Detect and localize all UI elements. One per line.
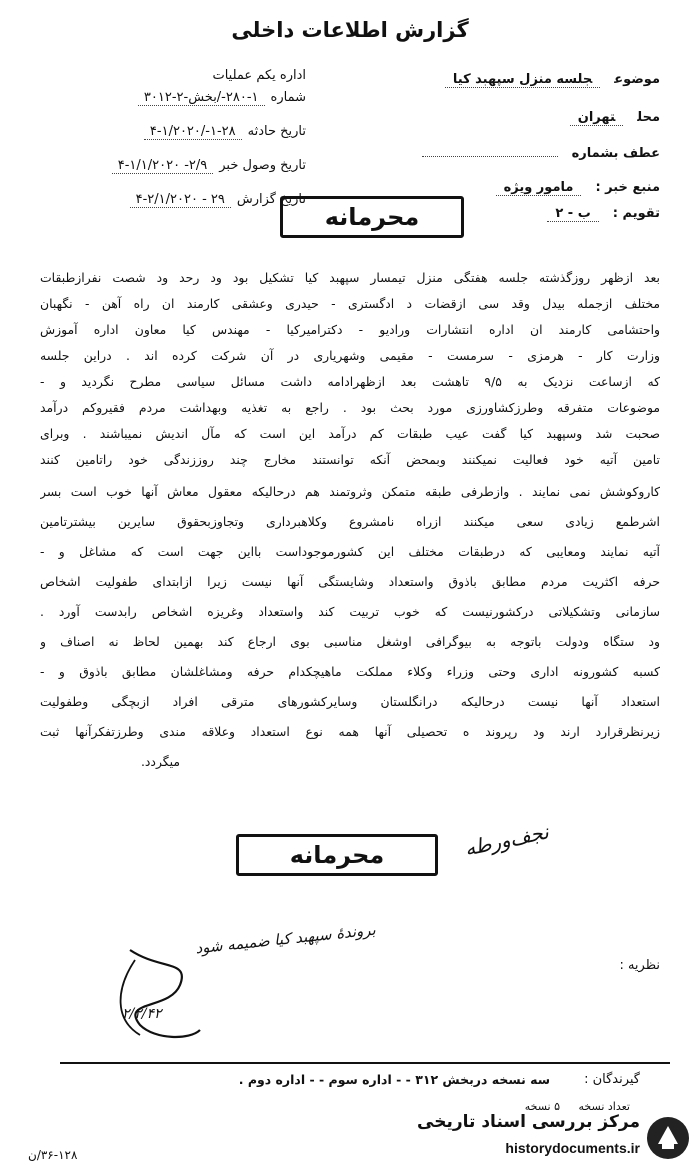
archive-logo-url: historydocuments.ir <box>505 1140 640 1156</box>
body-line: کاروکوشش نمی نمایند . وازطرفی طبقه متمکن وثروتمند هم درحالیکه معقول معاش آنها خوب است بسر <box>40 484 660 499</box>
confidential-stamp-bottom: محرمانه <box>236 834 438 876</box>
body-line: استعداد آنها نیست درحالیکه درانگلستان وسایرکشورهای مترقی افراد ازبچگی وطفولیت <box>40 694 660 709</box>
body-line: مختلف ازجمله بیدل وقد سی ازقضات د ادگستری - حیدری وعشقی کارمند ان راه آهن - نگهبان <box>40 296 660 311</box>
dept-label: اداره یکم عملیات <box>212 68 306 83</box>
body-line: که ازساعت نزدیک به ۹/۵ تاهشت بعد ازظهرادامه داشت مسائل سیاسی مطرح نگردید و - <box>40 374 660 389</box>
copies-value: ۵ نسخه <box>524 1100 560 1113</box>
archive-logo-icon <box>644 1114 692 1162</box>
body-line: بعد ازظهر روزگذشته جلسه هفتگی منزل تیمسار سپهبد کیا تشکیل بود ود رحد ود شصت نفرازطبقات <box>40 270 660 285</box>
body-line: ود ستگاه ودولت باتوجه به بیوگرافی اوشغل مناسبی بوی ارجاع کند بهمین لحاظ نه اصناف و <box>40 634 660 649</box>
reference-field: عطف بشماره <box>422 146 660 161</box>
signature: نجف‌ورطه <box>462 819 551 861</box>
body-line: اشرطمع زیادی سعی میکنند ازراه نامشروع وکلاهبرداری وتجاوزبحقوق سایرین بیشترتامین <box>40 514 660 529</box>
opinion-label: نظریه : <box>619 958 660 973</box>
body-line: آتیه نمایند ومعایبی که درطبقات مختلف این کشورموجوداست بااین جهت است که مشاغل و - <box>40 544 660 559</box>
subject-field: موضوعجلسه منزل سپهبد کیا <box>445 72 660 87</box>
body-line: زیرنظرقرارد ارند ود رپروند ه تحصیلی آنها همه نوع استعداد وعلاقه مندی وطرزتفکرآنها ثبت <box>40 724 660 739</box>
body-line: کسبه کشورونه اداری وحتی وزراء وکلاء مملکت ماهیچکدام حرفه ومشاغلشان مطابق باذوق و - <box>40 664 660 679</box>
report-date-field: تاریخ گزارش۲۹ - ۲/۱/۲۰۲۰-۴ <box>46 192 306 207</box>
copies-label: تعداد نسخه <box>578 1100 630 1113</box>
handwritten-scribble <box>100 940 210 1050</box>
body-line: موضوعات متفرقه وطرزکشاورزی مورد بحث بود . راجع به تغذیه وبهداشت مردم فقیروکم درآمد <box>40 400 660 415</box>
document-title: گزارش اطلاعات داخلی <box>231 18 469 42</box>
handwritten-note: بروندهٔ سپهبد کیا ضمیمه شود <box>194 920 377 958</box>
body-line-last: میگردد. <box>140 754 180 769</box>
archive-logo <box>417 1108 698 1168</box>
archive-logo-text: مرکز بررسی اسناد تاریخی <box>417 1112 640 1132</box>
calendar-field: تقویم :ب - ۲ <box>547 206 660 221</box>
body-line: سازمانی وتشکیلاتی درکشورنیست که خوب تربیت کند واستعداد وغریزه اشخاص رابدست آورد . <box>40 604 660 619</box>
body-line: تامین آتیه خود فعالیت نمیکنند وبمحض آنکه توانستند مخارج چند روززندگی خود راتامین کنند <box>40 452 660 467</box>
receipt-date-field: تاریخ وصول خبر۲/۹- ۱/۱/۲۰۲۰-۴ <box>46 158 306 173</box>
body-line: حرفه اکثریت مردم مطابق باذوق واستعداد وشایستگی آنها نیست زیرا ازابتدای طفولیت اشخاص <box>40 574 660 589</box>
source-field: منبع خبر :مامور ویژه <box>496 180 660 195</box>
handwritten-date: ۲/۲/۴۲ <box>122 1006 162 1022</box>
body-line: واحتشامی کارمند ان اداره انتشارات ورادیو - دکترامیرکیا - مهندس کیا معاون اداره آموزش <box>40 322 660 337</box>
location-field: محلتهران <box>570 110 660 125</box>
number-field: شماره۱-۲۸۰-/بخش-۲-۳۰۱۲ <box>46 90 306 105</box>
recipients-value: سه نسخه دربخش ۳۱۲ - - اداره سوم - - اداره دوم . <box>238 1072 550 1087</box>
recipients-label: گیرندگان : <box>584 1072 640 1087</box>
document-code: ۳۶-۱۲۸/ن <box>28 1148 78 1162</box>
separator-line <box>60 1062 670 1064</box>
body-line: وزارت کار - هرمزی - سرمست - مقیمی وشهریاری در آن شرکت کرده اند . دراین جلسه <box>40 348 660 363</box>
incident-date-field: تاریخ حادثه۲۸-۱-/۱/۲۰۲۰-۴ <box>46 124 306 139</box>
confidential-stamp-top: محرمانه <box>280 196 464 238</box>
body-line: صحبت شد وسپهبد کیا گفت عیب طبقات کم درآمد این است که مآل اندیش نمیباشند . وبرای <box>40 426 660 441</box>
